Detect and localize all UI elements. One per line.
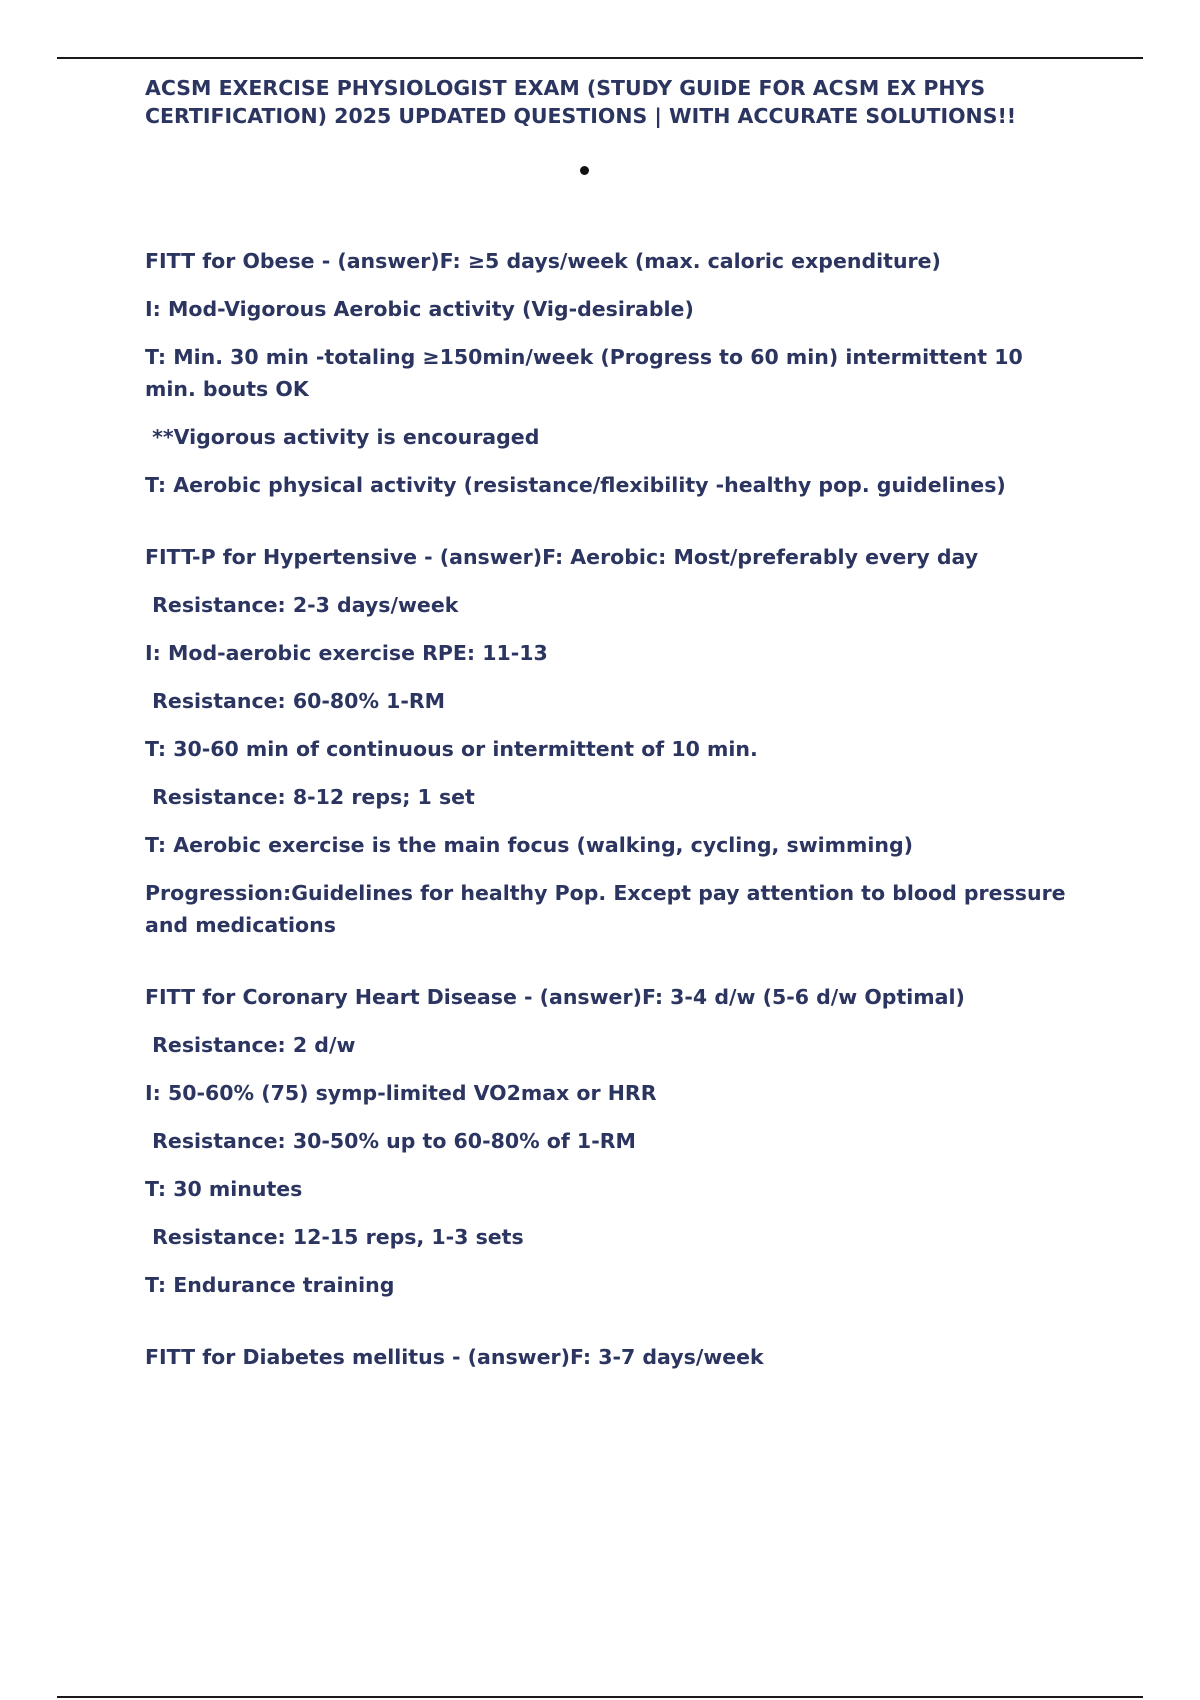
qa-line: Resistance: 60-80% 1-RM: [145, 689, 446, 713]
qa-line: FITT for Diabetes mellitus - (answer)F: 3-7 days/week: [145, 1345, 764, 1369]
qa-line: FITT for Obese - (answer)F: ≥5 days/week (max. caloric expenditure): [145, 249, 941, 273]
qa-block-diabetes: [145, 1341, 1075, 1373]
qa-line: Resistance: 30-50% up to 60-80% of 1-RM: [145, 1129, 636, 1153]
qa-line: Resistance: 2 d/w: [145, 1033, 356, 1057]
qa-line: **Vigorous activity is encouraged: [145, 425, 540, 449]
qa-line: T: 30 minutes: [145, 1177, 303, 1201]
qa-line: Resistance: 2-3 days/week: [145, 593, 459, 617]
qa-line: FITT-P for Hypertensive - (answer)F: Aerobic: Most/preferably every day: [145, 545, 979, 569]
content-body: [145, 245, 1075, 1413]
qa-block-obese: [145, 245, 1075, 501]
document-title: ACSM EXERCISE PHYSIOLOGIST EXAM (STUDY GUIDE FOR ACSM EX PHYS CERTIFICATION) 2025 UPDATED QUESTIONS | WITH ACCURATE SOLUTIONS!!: [145, 76, 1017, 128]
qa-line: I: 50-60% (75) symp-limited VO2max or HRR: [145, 1081, 657, 1105]
qa-block-coronary-heart-disease: [145, 981, 1075, 1301]
qa-block-hypertensive: [145, 541, 1075, 941]
qa-line: FITT for Coronary Heart Disease - (answer)F: 3-4 d/w (5-6 d/w Optimal): [145, 985, 965, 1009]
qa-line: Resistance: 8-12 reps; 1 set: [145, 785, 475, 809]
qa-line: T: Min. 30 min -totaling ≥150min/week (Progress to 60 min) intermittent 10 min. bouts OK: [145, 345, 1023, 401]
top-rule: [57, 57, 1143, 59]
qa-line: T: Aerobic physical activity (resistance/flexibility -healthy pop. guidelines): [145, 473, 1006, 497]
bottom-rule: [57, 1696, 1143, 1698]
qa-line: T: 30-60 min of continuous or intermittent of 10 min.: [145, 737, 758, 761]
qa-line: T: Endurance training: [145, 1273, 395, 1297]
qa-line: I: Mod-aerobic exercise RPE: 11-13: [145, 641, 548, 665]
qa-line: T: Aerobic exercise is the main focus (walking, cycling, swimming): [145, 833, 914, 857]
qa-line: Resistance: 12-15 reps, 1-3 sets: [145, 1225, 524, 1249]
qa-line: I: Mod-Vigorous Aerobic activity (Vig-desirable): [145, 297, 694, 321]
bullet-icon: [580, 166, 589, 175]
qa-line: Progression:Guidelines for healthy Pop. Except pay attention to blood pressure and medications: [145, 881, 1066, 937]
